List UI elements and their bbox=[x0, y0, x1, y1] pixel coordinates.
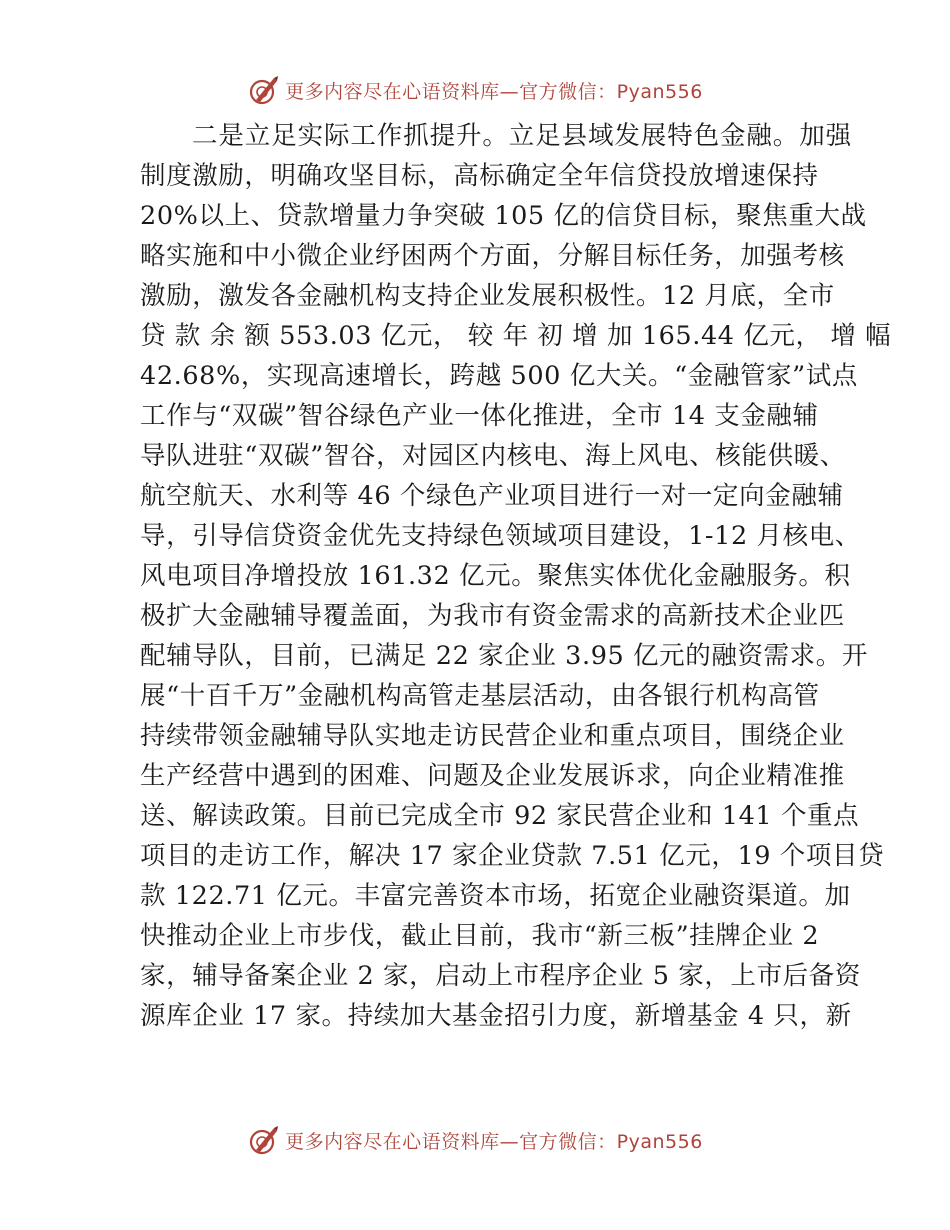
paragraph-line: 风电项目净增投放 161.32 亿元。聚焦实体优化金融服务。积 bbox=[140, 561, 851, 591]
paragraph-line: 工作与“双碳”智谷绿色产业一体化推进，全市 14 支金融辅 bbox=[140, 401, 819, 431]
quill-pen-circle-icon bbox=[247, 73, 281, 107]
watermark-banner-bottom bbox=[0, 1120, 950, 1160]
paragraph-line: 导，引导信贷资金优先支持绿色领域项目建设，1-12 月核电、 bbox=[140, 521, 861, 551]
paragraph-line: 贷 款 余 额 553.03 亿元， 较 年 初 增 加 165.44 亿元， 增 幅 bbox=[140, 321, 892, 351]
watermark-text: 更多内容尽在心语资料库—官方微信：Pyan556 bbox=[285, 1130, 703, 1153]
paragraph-line: 快推动企业上市步伐，截止目前，我市“新三板”挂牌企业 2 bbox=[140, 921, 820, 951]
paragraph-line: 激励，激发各金融机构支持企业发展积极性。12 月底，全市 bbox=[140, 281, 835, 311]
paragraph-line: 款 122.71 亿元。丰富完善资本市场，拓宽企业融资渠道。加 bbox=[140, 881, 851, 911]
paragraph-line: 导队进驻“双碳”智谷，对园区内核电、海上风电、核能供暖、 bbox=[140, 441, 846, 471]
paragraph-line: 项目的走访工作，解决 17 家企业贷款 7.51 亿元，19 个项目贷 bbox=[140, 841, 885, 871]
paragraph-line: 展“十百千万”金融机构高管走基层活动，由各银行机构高管 bbox=[140, 681, 820, 711]
paragraph-line: 二是立足实际工作抓提升。立足县域发展特色金融。加强 bbox=[192, 121, 853, 151]
paragraph-line: 略实施和中小微企业纾困两个方面，分解目标任务，加强考核 bbox=[140, 241, 845, 271]
paragraph-line: 送、解读政策。目前已完成全市 92 家民营企业和 141 个重点 bbox=[140, 801, 860, 831]
paragraph-line: 生产经营中遇到的困难、问题及企业发展诉求，向企业精准推 bbox=[140, 761, 845, 791]
watermark-text: 更多内容尽在心语资料库—官方微信：Pyan556 bbox=[285, 80, 703, 103]
paragraph-line: 家，辅导备案企业 2 家，启动上市程序企业 5 家，上市后备资 bbox=[140, 961, 861, 991]
paragraph-line: 42.68%，实现高速增长，跨越 500 亿大关。“金融管家”试点 bbox=[140, 361, 858, 391]
paragraph-line: 20%以上、贷款增量力争突破 105 亿的信贷目标，聚焦重大战 bbox=[140, 201, 867, 231]
paragraph-line: 极扩大金融辅导覆盖面，为我市有资金需求的高新技术企业匹 bbox=[140, 601, 845, 631]
quill-pen-circle-icon bbox=[247, 1123, 281, 1157]
paragraph-line: 持续带领金融辅导队实地走访民营企业和重点项目，围绕企业 bbox=[140, 721, 845, 751]
paragraph-line: 制度激励，明确攻坚目标，高标确定全年信贷投放增速保持 bbox=[140, 161, 819, 191]
paragraph-line: 源库企业 17 家。持续加大基金招引力度，新增基金 4 只，新 bbox=[140, 1001, 852, 1031]
paragraph-line: 航空航天、水利等 46 个绿色产业项目进行一对一定向金融辅 bbox=[140, 481, 844, 511]
paragraph-line: 配辅导队，目前，已满足 22 家企业 3.95 亿元的融资需求。开 bbox=[140, 641, 868, 671]
document-body bbox=[140, 116, 892, 1036]
watermark-banner-top bbox=[0, 70, 950, 110]
